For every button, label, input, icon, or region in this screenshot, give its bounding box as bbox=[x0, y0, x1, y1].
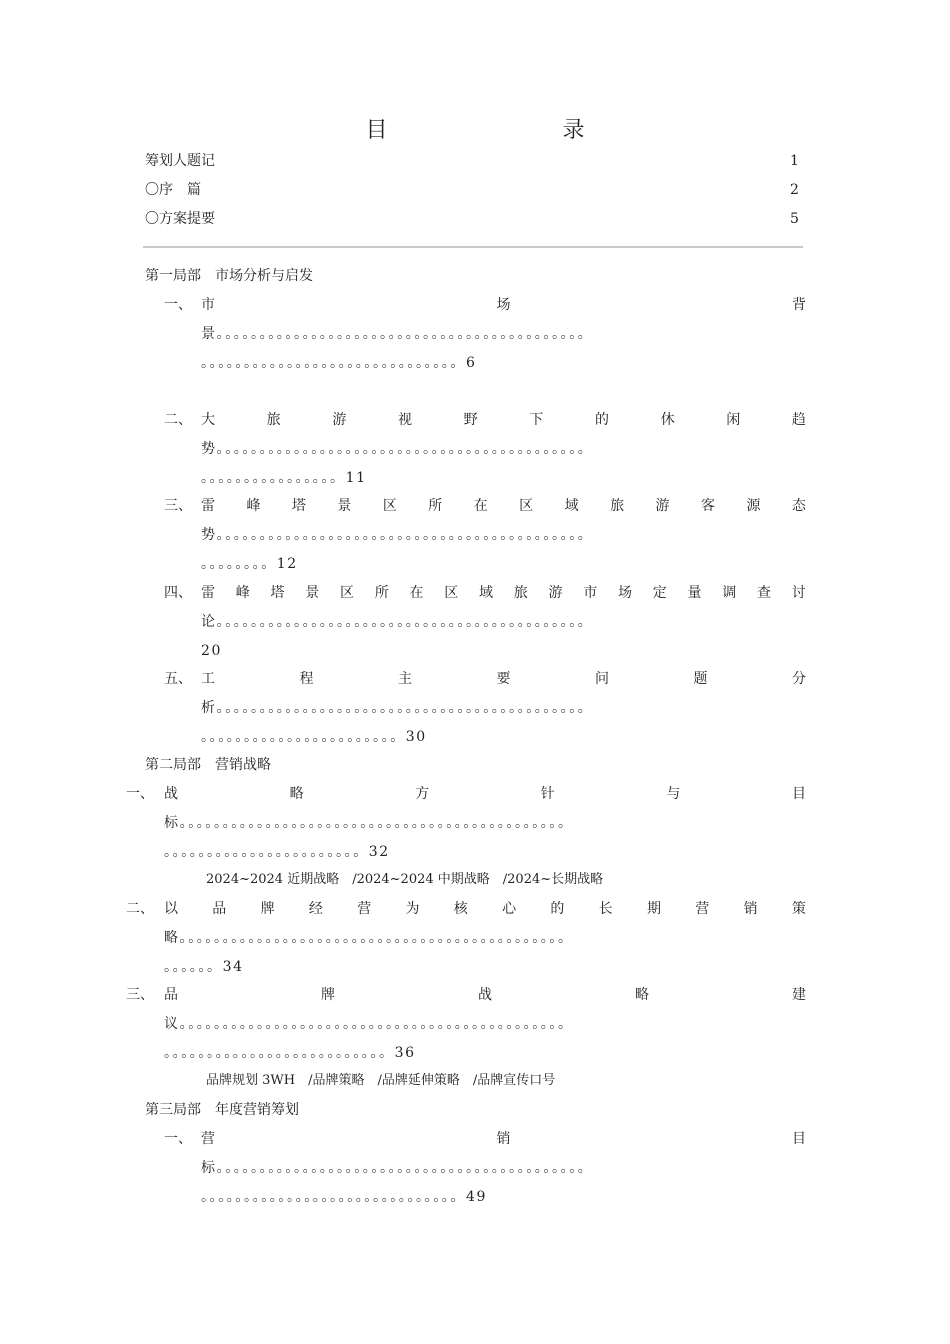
item-title-char: 营 bbox=[201, 1131, 215, 1147]
item-title-char: 经 bbox=[308, 901, 323, 917]
item-leader-page: 。。。。。。。。。。。。。。。。。。。。。。。32 bbox=[164, 844, 390, 860]
item-title-char: 在 bbox=[409, 585, 424, 601]
item-title-char: 要 bbox=[496, 671, 511, 687]
item-title-char: 市 bbox=[583, 585, 598, 601]
item-number: 一、 bbox=[164, 1131, 192, 1147]
item-title-char: 视 bbox=[397, 412, 412, 428]
divider bbox=[143, 246, 803, 248]
item-title-char: 在 bbox=[473, 498, 488, 514]
item-title-char: 查 bbox=[757, 585, 771, 601]
item-title-char: 所 bbox=[428, 498, 443, 514]
item-title-char: 闲 bbox=[726, 412, 741, 428]
item-title bbox=[201, 584, 806, 602]
item-title-char: 旅 bbox=[513, 585, 528, 601]
item-title-char: 客 bbox=[700, 498, 715, 514]
item-title-char: 品 bbox=[212, 901, 227, 917]
item-title-char: 市 bbox=[201, 297, 215, 313]
item-title-char: 游 bbox=[655, 498, 670, 514]
item-title-char: 景 bbox=[337, 498, 352, 514]
front-item-page: 2 bbox=[790, 182, 799, 198]
item-title-char: 区 bbox=[382, 498, 397, 514]
item-title-tail: 景。。。。。。。。。。。。。。。。。。。。。。。。。。。。。。。。。。。。。。。。。。。 bbox=[201, 326, 594, 342]
item-title-char: 雷 bbox=[201, 585, 215, 601]
item-title-char: 心 bbox=[502, 901, 517, 917]
item-title-char: 量 bbox=[687, 585, 702, 601]
item-title-char: 略 bbox=[635, 987, 649, 1003]
item-title-char: 长 bbox=[598, 901, 613, 917]
item-title-char: 问 bbox=[595, 671, 609, 687]
item-title-char: 主 bbox=[398, 671, 412, 687]
item-number: 三、 bbox=[126, 987, 154, 1003]
front-item-label: 〇方案提要 bbox=[145, 211, 215, 227]
item-title-char: 休 bbox=[660, 412, 675, 428]
item-title-char: 调 bbox=[722, 585, 737, 601]
item-subtopics: 2024~2024 近期战略 /2024~2024 中期战略 /2024~长期战略 bbox=[206, 872, 604, 887]
item-title-char: 定 bbox=[652, 585, 667, 601]
item-title-char: 峰 bbox=[235, 585, 250, 601]
item-title-char: 方 bbox=[415, 786, 430, 802]
item-title-tail: 标。。。。。。。。。。。。。。。。。。。。。。。。。。。。。。。。。。。。。。。。。。。 bbox=[201, 1160, 594, 1176]
item-leader-page: 。。。。。。。。。。。。。。。。。。。。。。。。。。。。。。49 bbox=[201, 1189, 488, 1205]
item-title-char: 核 bbox=[453, 901, 468, 917]
item-leader-page: 20 bbox=[201, 643, 223, 659]
item-title-char: 工 bbox=[201, 671, 215, 687]
item-title-char: 场 bbox=[618, 585, 632, 601]
item-title-char: 略 bbox=[289, 786, 304, 802]
item-title bbox=[201, 670, 806, 688]
item-number: 五、 bbox=[164, 671, 192, 687]
part-heading: 第一局部 市场分析与启发 bbox=[145, 268, 313, 284]
item-title-tail: 标。。。。。。。。。。。。。。。。。。。。。。。。。。。。。。。。。。。。。。。。。。。。。 bbox=[164, 815, 574, 831]
item-title-char: 以 bbox=[164, 901, 178, 917]
item-title-char: 域 bbox=[479, 585, 493, 601]
front-item-page: 5 bbox=[790, 211, 799, 227]
item-title-char: 战 bbox=[478, 987, 492, 1003]
item-title bbox=[164, 986, 806, 1004]
item-title-char: 营 bbox=[695, 901, 710, 917]
item-title-char: 游 bbox=[548, 585, 563, 601]
item-title-char: 题 bbox=[693, 671, 708, 687]
item-number: 二、 bbox=[126, 901, 154, 917]
item-title-char: 背 bbox=[792, 297, 806, 313]
item-title-char: 景 bbox=[305, 585, 320, 601]
item-number: 四、 bbox=[164, 585, 192, 601]
item-title-char: 营 bbox=[357, 901, 372, 917]
item-leader-page: 。。。。。。。。。。。。。。。。。。。。。。。。。。。。。。6 bbox=[201, 355, 477, 371]
item-title-char: 针 bbox=[540, 786, 555, 802]
item-title-char: 塔 bbox=[291, 498, 306, 514]
item-title-char: 态 bbox=[791, 498, 806, 514]
item-title-char: 塔 bbox=[270, 585, 285, 601]
item-title-char: 分 bbox=[792, 671, 806, 687]
item-title-char: 牌 bbox=[260, 901, 275, 917]
item-title bbox=[201, 296, 806, 314]
part-heading: 第二局部 营销战略 bbox=[145, 757, 271, 773]
item-title-char: 所 bbox=[374, 585, 389, 601]
item-title-char: 的 bbox=[594, 412, 609, 428]
item-title-char: 建 bbox=[792, 987, 806, 1003]
item-title-char: 牌 bbox=[321, 987, 335, 1003]
item-title-char: 与 bbox=[666, 786, 681, 802]
item-title-char: 目 bbox=[792, 1131, 806, 1147]
item-title-char: 游 bbox=[332, 412, 347, 428]
item-leader-page: 。。。。。。。。。。。。。。。。11 bbox=[201, 470, 367, 486]
item-title-tail: 略。。。。。。。。。。。。。。。。。。。。。。。。。。。。。。。。。。。。。。。。。。。。。 bbox=[164, 930, 574, 946]
item-title-char: 趋 bbox=[791, 412, 806, 428]
item-title-char: 程 bbox=[299, 671, 314, 687]
item-title-char: 雷 bbox=[201, 498, 215, 514]
item-title-char: 期 bbox=[646, 901, 661, 917]
front-item-label: 〇序 篇 bbox=[145, 182, 201, 198]
item-title-char: 大 bbox=[201, 412, 215, 428]
front-item-label: 筹划人题记 bbox=[145, 153, 215, 169]
item-number: 三、 bbox=[164, 498, 192, 514]
item-leader-page: 。。。。。。34 bbox=[164, 959, 244, 975]
item-title-char: 战 bbox=[164, 786, 178, 802]
item-number: 一、 bbox=[126, 786, 154, 802]
item-leader-page: 。。。。。。。。。。。。。。。。。。。。。。。30 bbox=[201, 729, 427, 745]
page-title: 目 录 bbox=[365, 118, 669, 143]
item-title-char: 的 bbox=[550, 901, 565, 917]
item-title-char: 策 bbox=[791, 901, 806, 917]
item-title-char: 域 bbox=[564, 498, 579, 514]
item-title bbox=[201, 497, 806, 515]
item-title bbox=[201, 1130, 806, 1148]
item-subtopics: 品牌规划 3WH /品牌策略 /品牌延伸策略 /品牌宣传口号 bbox=[206, 1073, 556, 1088]
item-title-char: 峰 bbox=[246, 498, 261, 514]
item-title bbox=[201, 411, 806, 429]
item-title-tail: 论。。。。。。。。。。。。。。。。。。。。。。。。。。。。。。。。。。。。。。。。。。。 bbox=[201, 614, 594, 630]
item-title-char: 讨 bbox=[791, 585, 806, 601]
item-title-char: 销 bbox=[743, 901, 758, 917]
item-title-tail: 议。。。。。。。。。。。。。。。。。。。。。。。。。。。。。。。。。。。。。。。。。。。。。 bbox=[164, 1016, 574, 1032]
item-title bbox=[164, 900, 806, 918]
item-title-char: 旅 bbox=[266, 412, 281, 428]
item-number: 一、 bbox=[164, 297, 192, 313]
item-leader-page: 。。。。。。。。12 bbox=[201, 556, 298, 572]
item-title-char: 品 bbox=[164, 987, 178, 1003]
item-title-char: 区 bbox=[444, 585, 459, 601]
item-title-char: 场 bbox=[496, 297, 511, 313]
item-title-char: 区 bbox=[519, 498, 534, 514]
item-title-tail: 析。。。。。。。。。。。。。。。。。。。。。。。。。。。。。。。。。。。。。。。。。。。 bbox=[201, 700, 594, 716]
front-item-page: 1 bbox=[790, 153, 799, 169]
item-title-char: 源 bbox=[746, 498, 761, 514]
item-number: 二、 bbox=[164, 412, 192, 428]
part-heading: 第三局部 年度营销筹划 bbox=[145, 1102, 299, 1118]
item-title-char: 下 bbox=[529, 412, 544, 428]
item-title-tail: 势。。。。。。。。。。。。。。。。。。。。。。。。。。。。。。。。。。。。。。。。。。。 bbox=[201, 527, 594, 543]
item-title-char: 旅 bbox=[610, 498, 625, 514]
item-title-char: 野 bbox=[463, 412, 478, 428]
item-title-char: 目 bbox=[791, 786, 806, 802]
item-title bbox=[164, 785, 806, 803]
item-leader-page: 。。。。。。。。。。。。。。。。。。。。。。。。。。36 bbox=[164, 1045, 416, 1061]
item-title-char: 区 bbox=[340, 585, 354, 601]
item-title-char: 为 bbox=[405, 901, 420, 917]
item-title-tail: 势。。。。。。。。。。。。。。。。。。。。。。。。。。。。。。。。。。。。。。。。。。。 bbox=[201, 441, 594, 457]
item-title-char: 销 bbox=[496, 1131, 511, 1147]
